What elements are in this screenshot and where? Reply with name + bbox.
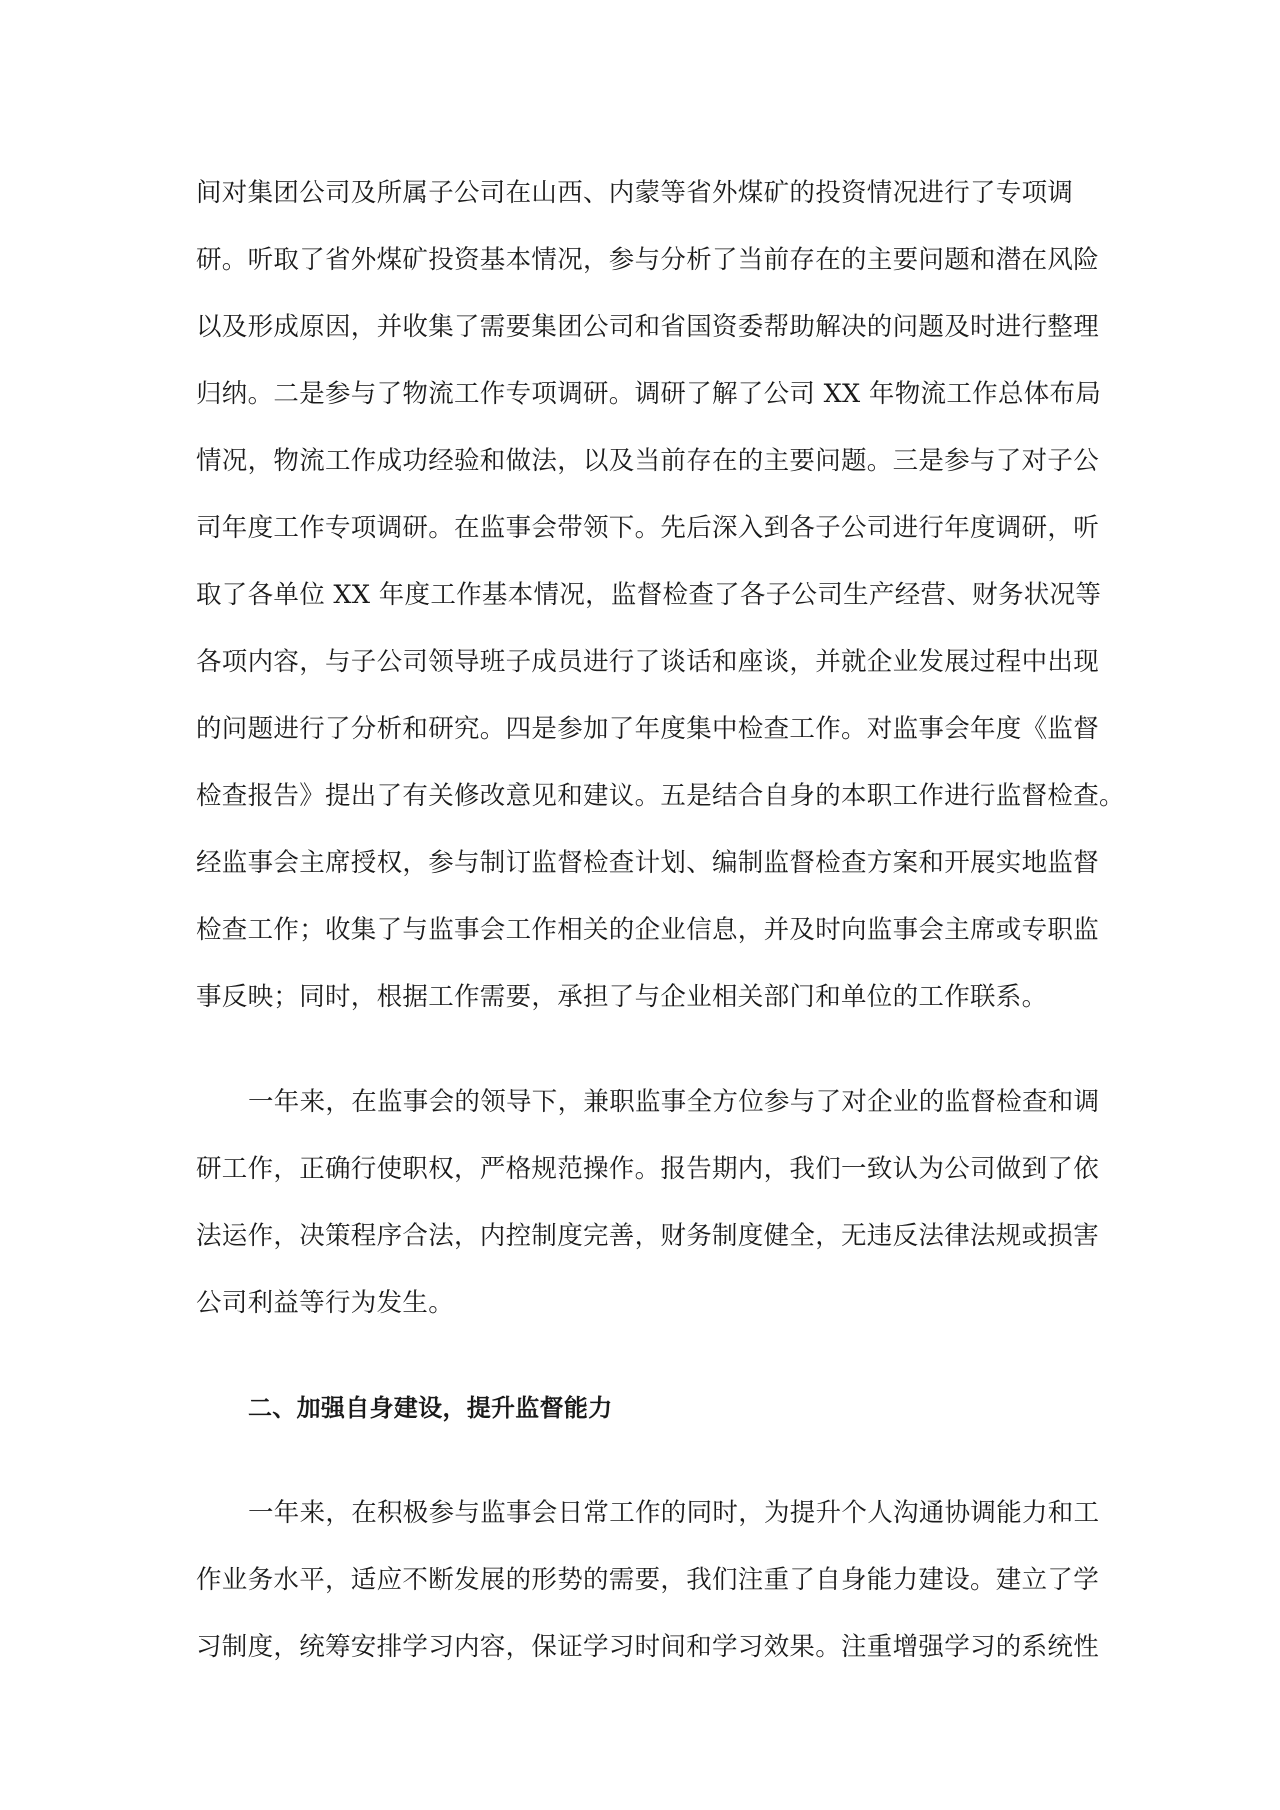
paragraph-spacer <box>196 1337 1096 1375</box>
section-heading: 二、加强自身建设，提升监督能力 <box>248 1394 613 1422</box>
paragraph-spacer <box>196 1442 1096 1480</box>
text-line: 习制度，统筹安排学习内容，保证学习时间和学习效果。注重增强学习的系统性 <box>196 1632 1100 1662</box>
text-line: 作业务水平，适应不断发展的形势的需要，我们注重了自身能力建设。建立了学 <box>196 1565 1100 1595</box>
text-line: 一年来，在监事会的领导下，兼职监事全方位参与了对企业的监督检查和调 <box>248 1087 1100 1117</box>
text-line: 司年度工作专项调研。在监事会带领下。先后深入到各子公司进行年度调研，听 <box>196 513 1100 543</box>
text-line: 检查报告》提出了有关修改意见和建议。五是结合自身的本职工作进行监督检查。 <box>196 781 1125 811</box>
text-line: 公司利益等行为发生。 <box>196 1288 455 1318</box>
text-line: 研。听取了省外煤矿投资基本情况，参与分析了当前存在的主要问题和潜在风险 <box>196 245 1100 275</box>
paragraph-spacer <box>196 1031 1096 1069</box>
text-line: 的问题进行了分析和研究。四是参加了年度集中检查工作。对监事会年度《监督 <box>196 714 1100 744</box>
text-line: 以及形成原因，并收集了需要集团公司和省国资委帮助解决的问题及时进行整理 <box>196 312 1100 342</box>
document-page <box>196 160 1125 1681</box>
text-line: 检查工作；收集了与监事会工作相关的企业信息，并及时向监事会主席或专职监 <box>196 915 1100 945</box>
text-line: 情况，物流工作成功经验和做法，以及当前存在的主要问题。三是参与了对子公 <box>196 446 1100 476</box>
paragraph-summary <box>196 1069 1100 1337</box>
text-line: 取了各单位 XX 年度工作基本情况，监督检查了各子公司生产经营、财务状况等 <box>196 580 1102 610</box>
text-line: 经监事会主席授权，参与制订监督检查计划、编制监督检查方案和开展实地监督 <box>196 848 1100 878</box>
text-line: 一年来，在积极参与监事会日常工作的同时，为提升个人沟通协调能力和工 <box>248 1498 1100 1528</box>
paragraph-self-building <box>196 1480 1100 1681</box>
text-line: 研工作，正确行使职权，严格规范操作。报告期内，我们一致认为公司做到了依 <box>196 1154 1100 1184</box>
text-line: 归纳。二是参与了物流工作专项调研。调研了解了公司 XX 年物流工作总体布局 <box>196 379 1102 409</box>
text-line: 间对集团公司及所属子公司在山西、内蒙等省外煤矿的投资情况进行了专项调 <box>196 178 1074 208</box>
paragraph-investigation <box>196 160 1125 1031</box>
text-line: 事反映；同时，根据工作需要，承担了与企业相关部门和单位的工作联系。 <box>196 982 1048 1012</box>
text-line: 法运作，决策程序合法，内控制度完善，财务制度健全，无违反法律法规或损害 <box>196 1221 1100 1251</box>
text-line: 各项内容，与子公司领导班子成员进行了谈话和座谈，并就企业发展过程中出现 <box>196 647 1100 677</box>
